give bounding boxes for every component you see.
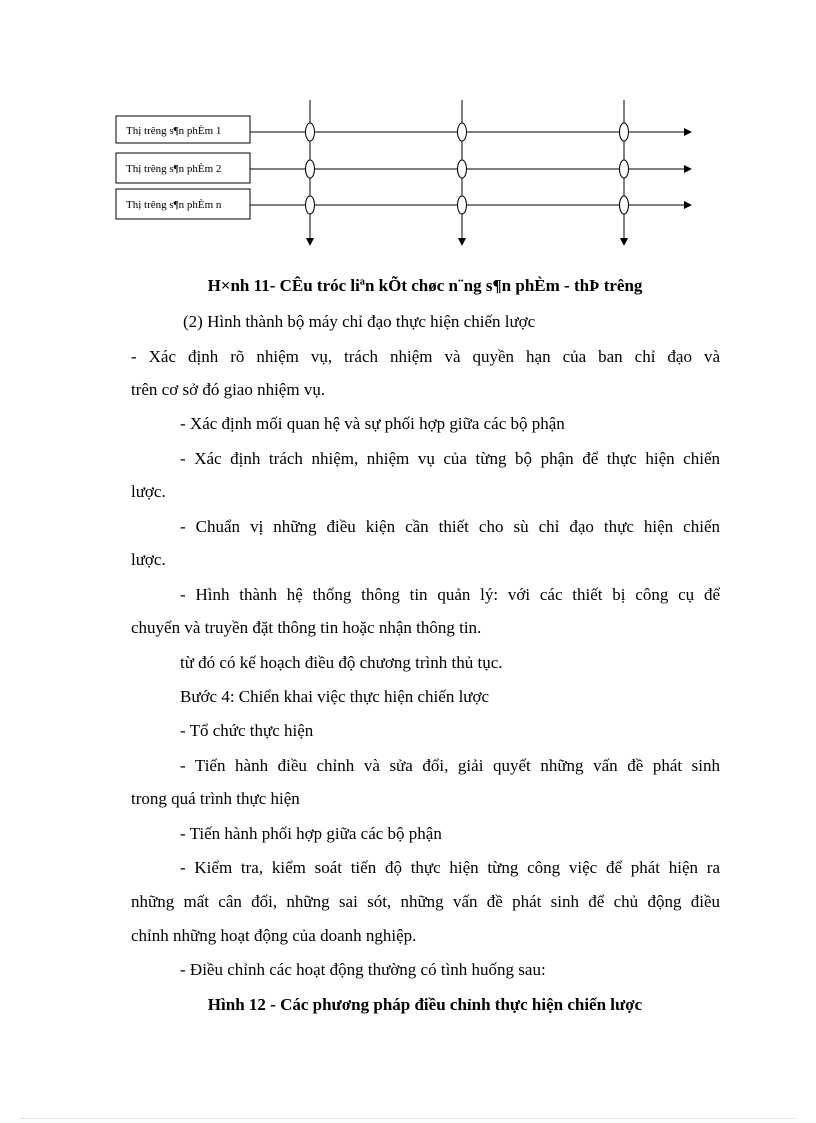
market-box-label-2: Thị trêng s¶n phÈm 2 [126,163,222,175]
market-product-diagram [0,0,816,260]
row-3 [116,189,692,219]
paragraph-line: lược. [131,482,166,501]
paragraph-line: trên cơ sở đó giao nhiệm vụ. [131,380,326,399]
paragraph-line: - Tổ chức thực hiện [180,721,314,740]
paragraph-line: chỉnh những hoạt động của doanh nghiệp. [131,926,417,945]
paragraph-line: - Tiến hành điều chỉnh và sửa đổi, giải quyết những vấn đề phát sinh [180,756,720,775]
paragraph-line: - Điều chỉnh các hoạt động thường có tình huống sau: [180,960,546,979]
market-box-label-1: Thị trêng s¶n phÈm 1 [126,125,222,137]
paragraph-line: từ đó có kế hoạch điều độ chương trình thủ tục. [180,653,503,672]
paragraph-line: - Xác định trách nhiệm, nhiệm vụ của từng bộ phận để thực hiện chiến [180,449,720,468]
row-2 [116,153,692,183]
paragraph-line: - Kiểm tra, kiểm soát tiến độ thực hiện từng công việc để phát hiện ra [180,858,720,877]
figure-11-caption: H×nh 11- CÊu tróc liªn kÕt chøc n¨ng s¶n phÈm - thÞ trêng [207,276,643,295]
arrow-down-icon [306,238,314,246]
arrow-right-icon [684,165,692,173]
paragraph-line: lược. [131,550,166,569]
paragraph-line: trong quá trình thực hiện [131,789,300,808]
arrow-down-icon [458,238,466,246]
vertical-lines [310,100,624,240]
page-bottom-rule [20,1118,796,1119]
paragraph-line: - Xác định mối quan hệ và sự phối hợp giữa các bộ phận [180,414,565,433]
figure-12-caption: Hình 12 - Các phương pháp điều chỉnh thực hiện chiến lược [207,995,643,1014]
arrow-right-icon [684,128,692,136]
arrow-down-icon [620,238,628,246]
paragraph-line: chuyển và truyền đặt thông tin hoặc nhận thông tin. [131,618,482,637]
row-1 [116,116,692,143]
paragraph-apparatus: (2) Hình thành bộ máy chỉ đạo thực hiện chiến lược [183,312,536,331]
step-4-heading: Bước 4: Chiển khai việc thực hiện chiến lược [180,687,490,706]
paragraph-line: - Hình thành hệ thống thông tin quản lý: với các thiết bị công cụ để [180,585,720,604]
paragraph-line: - Tiến hành phối hợp giữa các bộ phận [180,824,442,843]
market-box-label-3: Thị trêng s¶n phÈm n [126,199,222,211]
paragraph-line: - Chuẩn vị những điều kiện cần thiết cho sù chỉ đạo thực hiện chiến [180,517,720,536]
paragraph-line: - Xác định rõ nhiệm vụ, trách nhiệm và quyền hạn của ban chỉ đạo và [131,347,720,366]
arrow-right-icon [684,201,692,209]
paragraph-line: những mất cân đối, những sai sót, những vấn đề phát sinh để chủ động điều [131,892,720,911]
